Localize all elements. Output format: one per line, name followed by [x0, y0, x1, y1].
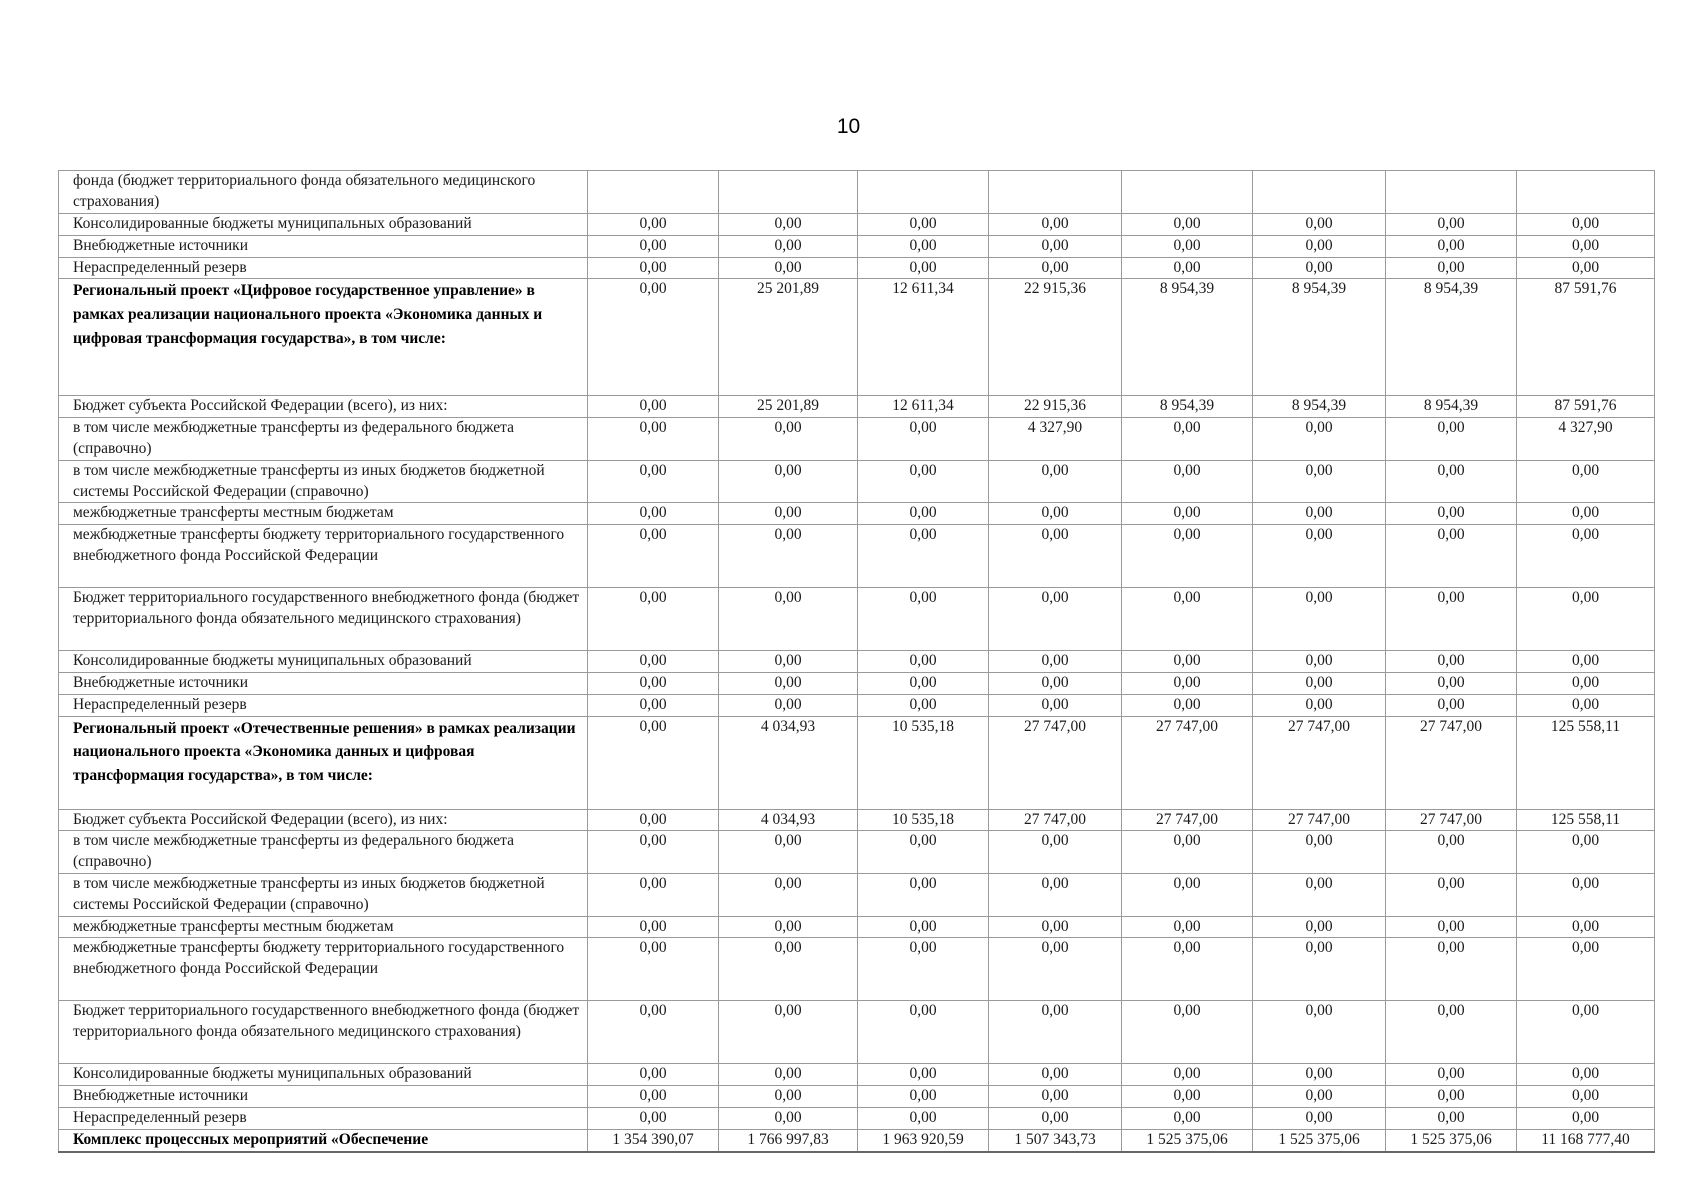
table-row [59, 257, 1655, 279]
value-cell: 4 034,93 [719, 809, 858, 831]
row-label: фонда (бюджет территориального фонда обязательного медицинского страхования) [59, 171, 588, 214]
value-cell [719, 171, 858, 214]
value-cell: 0,00 [858, 418, 989, 461]
table-row [59, 525, 1655, 588]
value-cell: 8 954,39 [1253, 279, 1386, 396]
value-cell: 0,00 [1122, 916, 1253, 938]
value-cell: 0,00 [858, 1086, 989, 1108]
table-row [59, 235, 1655, 257]
value-cell: 0,00 [1122, 257, 1253, 279]
value-cell: 0,00 [1122, 588, 1253, 651]
row-label: Бюджет субъекта Российской Федерации (всего), из них: [59, 809, 588, 831]
value-cell [989, 171, 1122, 214]
value-cell: 0,00 [719, 1064, 858, 1086]
value-cell: 0,00 [1386, 588, 1517, 651]
value-cell: 0,00 [858, 1107, 989, 1129]
value-cell: 1 963 920,59 [858, 1129, 989, 1151]
row-label: Консолидированные бюджеты муниципальных образований [59, 651, 588, 673]
value-cell: 0,00 [719, 418, 858, 461]
value-cell: 0,00 [989, 235, 1122, 257]
table-row [59, 716, 1655, 809]
value-cell: 0,00 [719, 1086, 858, 1108]
value-cell: 4 034,93 [719, 716, 858, 809]
row-label: Комплекс процессных мероприятий «Обеспечение [59, 1129, 588, 1151]
value-cell: 0,00 [719, 916, 858, 938]
value-cell: 0,00 [1253, 1086, 1386, 1108]
value-cell: 0,00 [588, 651, 719, 673]
value-cell: 0,00 [1386, 1064, 1517, 1086]
value-cell: 0,00 [719, 460, 858, 503]
value-cell: 25 201,89 [719, 279, 858, 396]
value-cell: 0,00 [1517, 1107, 1655, 1129]
value-cell: 0,00 [1517, 916, 1655, 938]
value-cell: 0,00 [858, 938, 989, 1001]
row-label: Нераспределенный резерв [59, 1107, 588, 1129]
row-label: Консолидированные бюджеты муниципальных образований [59, 1064, 588, 1086]
value-cell: 0,00 [858, 235, 989, 257]
table-row [59, 873, 1655, 916]
value-cell: 0,00 [989, 525, 1122, 588]
value-cell: 0,00 [1253, 418, 1386, 461]
value-cell: 0,00 [588, 418, 719, 461]
value-cell: 0,00 [1386, 873, 1517, 916]
value-cell: 0,00 [719, 257, 858, 279]
value-cell: 0,00 [1122, 1064, 1253, 1086]
value-cell [858, 171, 989, 214]
table-row [59, 588, 1655, 651]
value-cell: 4 327,90 [989, 418, 1122, 461]
value-cell: 0,00 [989, 257, 1122, 279]
row-label: межбюджетные трансферты местным бюджетам [59, 503, 588, 525]
value-cell: 8 954,39 [1386, 396, 1517, 418]
value-cell: 0,00 [588, 460, 719, 503]
value-cell: 0,00 [719, 694, 858, 716]
row-label: Бюджет субъекта Российской Федерации (всего), из них: [59, 396, 588, 418]
value-cell: 0,00 [1253, 525, 1386, 588]
value-cell: 1 507 343,73 [989, 1129, 1122, 1151]
value-cell: 0,00 [588, 831, 719, 874]
value-cell: 0,00 [989, 214, 1122, 236]
value-cell: 0,00 [719, 1001, 858, 1064]
value-cell: 125 558,11 [1517, 716, 1655, 809]
value-cell: 0,00 [719, 525, 858, 588]
value-cell: 0,00 [1386, 694, 1517, 716]
value-cell [1386, 171, 1517, 214]
value-cell: 0,00 [1122, 1001, 1253, 1064]
value-cell [1122, 171, 1253, 214]
table-row [59, 694, 1655, 716]
row-label: Внебюджетные источники [59, 672, 588, 694]
value-cell: 0,00 [989, 873, 1122, 916]
value-cell: 0,00 [858, 257, 989, 279]
value-cell: 0,00 [588, 873, 719, 916]
value-cell: 0,00 [1517, 214, 1655, 236]
value-cell: 0,00 [1253, 831, 1386, 874]
table-row [59, 396, 1655, 418]
value-cell: 10 535,18 [858, 809, 989, 831]
value-cell: 0,00 [1517, 525, 1655, 588]
value-cell: 0,00 [719, 588, 858, 651]
table-row [59, 418, 1655, 461]
value-cell: 0,00 [588, 235, 719, 257]
value-cell: 0,00 [989, 651, 1122, 673]
value-cell: 0,00 [1517, 235, 1655, 257]
value-cell: 25 201,89 [719, 396, 858, 418]
value-cell: 0,00 [1122, 694, 1253, 716]
value-cell: 0,00 [588, 279, 719, 396]
row-label: Региональный проект «Цифровое государственное управление» в рамках реализации национального проекта «Экономика данных и цифровая трансформация государства», в том числе: [59, 279, 588, 396]
value-cell: 0,00 [588, 672, 719, 694]
value-cell: 8 954,39 [1122, 279, 1253, 396]
value-cell: 0,00 [1517, 1001, 1655, 1064]
value-cell: 1 354 390,07 [588, 1129, 719, 1151]
value-cell: 0,00 [989, 1086, 1122, 1108]
value-cell: 0,00 [1517, 1086, 1655, 1108]
value-cell: 0,00 [588, 1107, 719, 1129]
value-cell: 87 591,76 [1517, 279, 1655, 396]
value-cell: 27 747,00 [1386, 809, 1517, 831]
value-cell: 0,00 [858, 873, 989, 916]
value-cell: 0,00 [1517, 938, 1655, 1001]
value-cell: 0,00 [1253, 1001, 1386, 1064]
table-row [59, 916, 1655, 938]
value-cell: 0,00 [1122, 214, 1253, 236]
value-cell: 0,00 [588, 503, 719, 525]
value-cell: 0,00 [1253, 873, 1386, 916]
value-cell: 0,00 [989, 1064, 1122, 1086]
value-cell: 0,00 [1386, 1107, 1517, 1129]
table-row [59, 672, 1655, 694]
value-cell: 0,00 [858, 525, 989, 588]
value-cell: 0,00 [1386, 257, 1517, 279]
table-row [59, 809, 1655, 831]
value-cell: 0,00 [1517, 651, 1655, 673]
table-row [59, 1001, 1655, 1064]
value-cell: 0,00 [719, 214, 858, 236]
value-cell: 0,00 [719, 831, 858, 874]
value-cell: 27 747,00 [1253, 716, 1386, 809]
value-cell: 0,00 [1517, 503, 1655, 525]
value-cell: 0,00 [1253, 503, 1386, 525]
value-cell: 27 747,00 [989, 716, 1122, 809]
row-label: Нераспределенный резерв [59, 257, 588, 279]
row-label: Консолидированные бюджеты муниципальных образований [59, 214, 588, 236]
table-row [59, 171, 1655, 214]
value-cell: 0,00 [1517, 257, 1655, 279]
value-cell: 0,00 [1253, 460, 1386, 503]
value-cell: 0,00 [1253, 1064, 1386, 1086]
value-cell: 8 954,39 [1253, 396, 1386, 418]
row-label: Бюджет территориального государственного внебюджетного фонда (бюджет территориального фонда обязательного медицинского страхования) [59, 588, 588, 651]
value-cell: 0,00 [989, 916, 1122, 938]
table-body [59, 171, 1655, 1152]
value-cell: 0,00 [1253, 938, 1386, 1001]
value-cell: 0,00 [858, 916, 989, 938]
value-cell: 0,00 [588, 716, 719, 809]
value-cell: 1 766 997,83 [719, 1129, 858, 1151]
table-row [59, 1086, 1655, 1108]
value-cell: 0,00 [858, 651, 989, 673]
value-cell: 0,00 [719, 873, 858, 916]
value-cell: 0,00 [588, 257, 719, 279]
value-cell: 0,00 [1253, 257, 1386, 279]
value-cell: 0,00 [858, 503, 989, 525]
value-cell: 0,00 [1122, 1107, 1253, 1129]
value-cell: 0,00 [1386, 214, 1517, 236]
value-cell: 0,00 [1253, 1107, 1386, 1129]
value-cell: 0,00 [989, 938, 1122, 1001]
value-cell: 0,00 [588, 214, 719, 236]
value-cell: 0,00 [1253, 694, 1386, 716]
row-label: в том числе межбюджетные трансферты из федерального бюджета (справочно) [59, 831, 588, 874]
value-cell: 8 954,39 [1386, 279, 1517, 396]
value-cell: 0,00 [1517, 1064, 1655, 1086]
value-cell: 0,00 [588, 694, 719, 716]
value-cell: 0,00 [1386, 831, 1517, 874]
table-row [59, 460, 1655, 503]
row-label: межбюджетные трансферты бюджету территориального государственного внебюджетного фонда Российской Федерации [59, 938, 588, 1001]
value-cell: 27 747,00 [1122, 716, 1253, 809]
value-cell: 22 915,36 [989, 396, 1122, 418]
value-cell: 0,00 [1253, 235, 1386, 257]
value-cell: 0,00 [989, 672, 1122, 694]
value-cell: 0,00 [858, 1001, 989, 1064]
value-cell: 12 611,34 [858, 279, 989, 396]
budget-table [58, 170, 1655, 1153]
value-cell: 0,00 [858, 694, 989, 716]
value-cell: 0,00 [719, 1107, 858, 1129]
value-cell: 0,00 [1122, 460, 1253, 503]
row-label: Внебюджетные источники [59, 1086, 588, 1108]
value-cell: 0,00 [1253, 672, 1386, 694]
value-cell: 0,00 [719, 651, 858, 673]
value-cell: 0,00 [989, 694, 1122, 716]
row-label: в том числе межбюджетные трансферты из федерального бюджета (справочно) [59, 418, 588, 461]
value-cell: 0,00 [1517, 873, 1655, 916]
value-cell: 22 915,36 [989, 279, 1122, 396]
value-cell: 11 168 777,40 [1517, 1129, 1655, 1151]
value-cell: 27 747,00 [1253, 809, 1386, 831]
table-row [59, 1064, 1655, 1086]
table-row [59, 1129, 1655, 1151]
value-cell: 1 525 375,06 [1386, 1129, 1517, 1151]
value-cell: 0,00 [1386, 672, 1517, 694]
row-label: Нераспределенный резерв [59, 694, 588, 716]
value-cell: 12 611,34 [858, 396, 989, 418]
value-cell: 0,00 [588, 938, 719, 1001]
value-cell: 4 327,90 [1517, 418, 1655, 461]
value-cell: 27 747,00 [1122, 809, 1253, 831]
row-label: межбюджетные трансферты местным бюджетам [59, 916, 588, 938]
value-cell: 0,00 [588, 1086, 719, 1108]
value-cell: 0,00 [1386, 460, 1517, 503]
value-cell: 0,00 [1122, 873, 1253, 916]
value-cell: 27 747,00 [1386, 716, 1517, 809]
value-cell: 0,00 [1386, 418, 1517, 461]
value-cell: 1 525 375,06 [1253, 1129, 1386, 1151]
row-label: Внебюджетные источники [59, 235, 588, 257]
value-cell: 0,00 [989, 1107, 1122, 1129]
value-cell: 0,00 [1122, 831, 1253, 874]
value-cell: 0,00 [1253, 214, 1386, 236]
value-cell: 0,00 [1122, 651, 1253, 673]
value-cell: 0,00 [858, 460, 989, 503]
value-cell: 0,00 [989, 1001, 1122, 1064]
value-cell: 0,00 [719, 235, 858, 257]
value-cell: 0,00 [1386, 235, 1517, 257]
value-cell: 0,00 [858, 1064, 989, 1086]
value-cell: 0,00 [588, 916, 719, 938]
value-cell: 0,00 [1517, 694, 1655, 716]
row-label: Региональный проект «Отечественные решения» в рамках реализации национального проекта «Экономика данных и цифровая трансформация государства», в том числе: [59, 716, 588, 809]
value-cell: 0,00 [1386, 1086, 1517, 1108]
value-cell: 0,00 [1386, 938, 1517, 1001]
value-cell [1517, 171, 1655, 214]
value-cell: 0,00 [858, 588, 989, 651]
value-cell: 0,00 [1386, 525, 1517, 588]
value-cell: 0,00 [989, 503, 1122, 525]
value-cell: 0,00 [1517, 460, 1655, 503]
value-cell [1253, 171, 1386, 214]
value-cell: 0,00 [1517, 831, 1655, 874]
value-cell: 0,00 [858, 831, 989, 874]
value-cell: 0,00 [1122, 672, 1253, 694]
value-cell: 0,00 [588, 396, 719, 418]
value-cell: 0,00 [989, 831, 1122, 874]
value-cell: 0,00 [588, 809, 719, 831]
value-cell: 0,00 [1122, 525, 1253, 588]
table-row [59, 938, 1655, 1001]
value-cell: 0,00 [1122, 503, 1253, 525]
value-cell: 0,00 [1253, 588, 1386, 651]
value-cell: 125 558,11 [1517, 809, 1655, 831]
value-cell: 87 591,76 [1517, 396, 1655, 418]
value-cell: 0,00 [588, 588, 719, 651]
value-cell: 0,00 [1122, 418, 1253, 461]
value-cell: 0,00 [858, 672, 989, 694]
value-cell: 10 535,18 [858, 716, 989, 809]
value-cell: 8 954,39 [1122, 396, 1253, 418]
value-cell: 0,00 [1517, 588, 1655, 651]
value-cell: 0,00 [1253, 916, 1386, 938]
row-label: Бюджет территориального государственного внебюджетного фонда (бюджет территориального фонда обязательного медицинского страхования) [59, 1001, 588, 1064]
value-cell: 0,00 [719, 672, 858, 694]
table-row [59, 1107, 1655, 1129]
value-cell: 0,00 [588, 1001, 719, 1064]
value-cell: 0,00 [1386, 1001, 1517, 1064]
table-row [59, 214, 1655, 236]
table-row [59, 503, 1655, 525]
value-cell: 0,00 [989, 588, 1122, 651]
value-cell: 0,00 [858, 214, 989, 236]
table-row [59, 831, 1655, 874]
row-label: межбюджетные трансферты бюджету территориального государственного внебюджетного фонда Российской Федерации [59, 525, 588, 588]
page-number: 10 [836, 115, 861, 138]
value-cell: 0,00 [588, 525, 719, 588]
value-cell: 0,00 [1253, 651, 1386, 673]
table-row [59, 651, 1655, 673]
value-cell: 0,00 [588, 1064, 719, 1086]
row-label: в том числе межбюджетные трансферты из иных бюджетов бюджетной системы Российской Федерации (справочно) [59, 460, 588, 503]
row-label: в том числе межбюджетные трансферты из иных бюджетов бюджетной системы Российской Федерации (справочно) [59, 873, 588, 916]
table-row [59, 279, 1655, 396]
value-cell: 0,00 [719, 938, 858, 1001]
value-cell: 0,00 [1122, 1086, 1253, 1108]
value-cell: 1 525 375,06 [1122, 1129, 1253, 1151]
value-cell: 0,00 [1386, 651, 1517, 673]
value-cell [588, 171, 719, 214]
value-cell: 0,00 [719, 503, 858, 525]
value-cell: 27 747,00 [989, 809, 1122, 831]
value-cell: 0,00 [989, 460, 1122, 503]
value-cell: 0,00 [1122, 938, 1253, 1001]
value-cell: 0,00 [1386, 503, 1517, 525]
value-cell: 0,00 [1386, 916, 1517, 938]
value-cell: 0,00 [1122, 235, 1253, 257]
value-cell: 0,00 [1517, 672, 1655, 694]
